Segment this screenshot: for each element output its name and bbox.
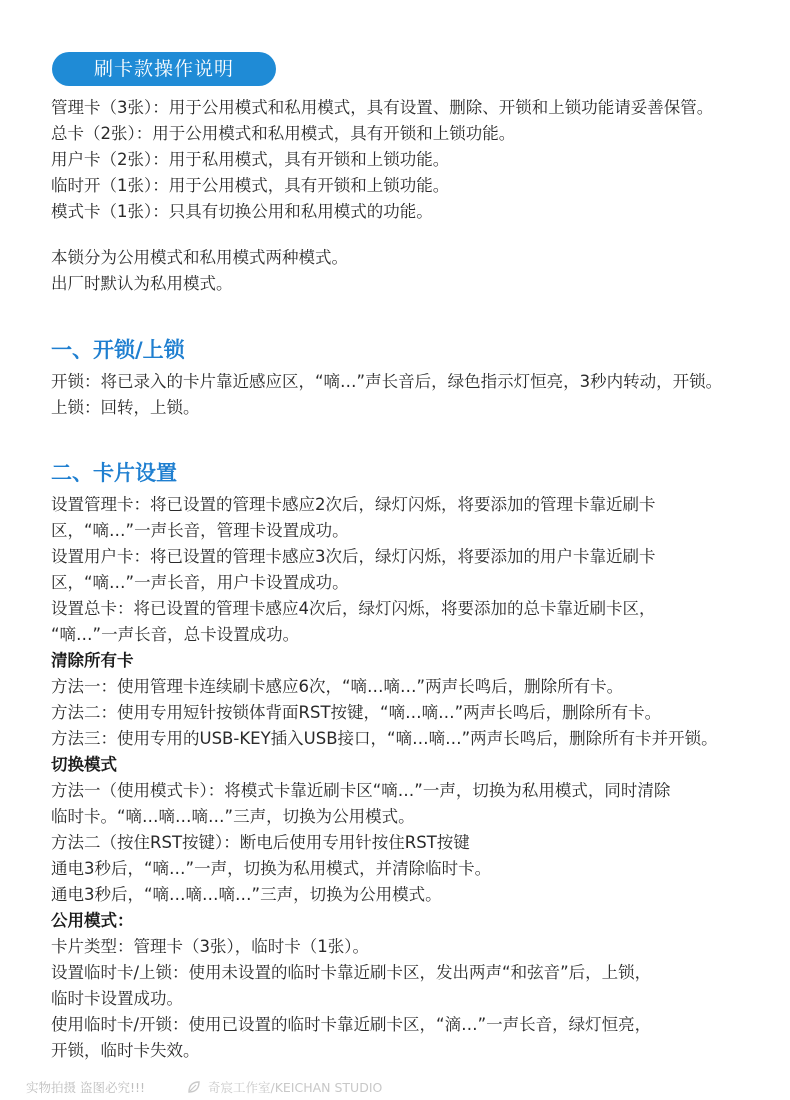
- card-setup-section-body: [51, 492, 770, 1064]
- setup-line: 方法一（使用模式卡）：将模式卡靠近刷卡区“嘀…”一声，切换为私用模式，同时清除: [51, 781, 671, 800]
- setup-line: 方法一：使用管理卡连续刷卡感应6次，“嘀…嘀…”两声长鸣后，删除所有卡。: [51, 677, 624, 696]
- setup-line: 方法二：使用专用短针按锁体背面RST按键，“嘀…嘀…”两声长鸣后，删除所有卡。: [51, 703, 662, 722]
- leaf-icon: [187, 1080, 201, 1094]
- page-title: 刷卡款操作说明: [93, 58, 234, 80]
- setup-line: 区，“嘀…”一声长音，管理卡设置成功。: [51, 521, 349, 540]
- unlock-line: 开锁：将已录入的卡片靠近感应区，“嘀…”声长音后，绿色指示灯恒亮，3秒内转动，开锁。: [51, 372, 723, 391]
- card-types-list: [51, 95, 770, 225]
- subheading: 切换模式: [51, 755, 117, 774]
- footer-watermark-text: 实物拍摄 盗图必究!!!: [26, 1080, 146, 1095]
- card-type-line: 临时开（1张）：用于公用模式，具有开锁和上锁功能。: [51, 176, 450, 195]
- intro-line: 本锁分为公用模式和私用模式两种模式。: [51, 248, 348, 267]
- setup-line: “嘀…”一声长音，总卡设置成功。: [51, 625, 300, 644]
- card-type-line: 模式卡（1张）：只具有切换公用和私用模式的功能。: [51, 202, 433, 221]
- subheading: 公用模式：: [51, 911, 134, 930]
- card-type-line: 用户卡（2张）：用于私用模式，具有开锁和上锁功能。: [51, 150, 450, 169]
- lock-line: 上锁：回转，上锁。: [51, 398, 200, 417]
- setup-line: 设置临时卡/上锁：使用未设置的临时卡靠近刷卡区，发出两声“和弦音”后，上锁，: [51, 963, 652, 982]
- setup-line: 开锁，临时卡失效。: [51, 1041, 200, 1060]
- footer-studio-name: 奇宸工作室/KEICHAN STUDIO: [207, 1080, 383, 1095]
- section-heading-unlock: 一、开锁/上锁: [51, 338, 185, 362]
- card-type-line: 总卡（2张）：用于公用模式和私用模式，具有开锁和上锁功能。: [51, 124, 516, 143]
- setup-line: 通电3秒后，“嘀…”一声，切换为私用模式，并清除临时卡。: [51, 859, 492, 878]
- setup-line: 区，“嘀…”一声长音，用户卡设置成功。: [51, 573, 349, 592]
- card-type-line: 管理卡（3张）：用于公用模式和私用模式，具有设置、删除、开锁和上锁功能请妥善保管。: [51, 98, 714, 117]
- setup-line: 卡片类型：管理卡（3张），临时卡（1张）。: [51, 937, 369, 956]
- setup-line: 方法三：使用专用的USB-KEY插入USB接口，“嘀…嘀…”两声长鸣后，删除所有卡并开锁。: [51, 729, 718, 748]
- setup-line: 使用临时卡/开锁：使用已设置的临时卡靠近刷卡区，“滴…”一声长音，绿灯恒亮，: [51, 1015, 652, 1034]
- footer: [26, 1078, 382, 1096]
- setup-line: 方法二（按住RST按键）：断电后使用专用针按住RST按键: [51, 833, 470, 852]
- setup-line: 设置用户卡：将已设置的管理卡感应3次后，绿灯闪烁，将要添加的用户卡靠近刷卡: [51, 547, 656, 566]
- setup-line: 临时卡。“嘀…嘀…嘀…”三声，切换为公用模式。: [51, 807, 415, 826]
- modes-intro: [51, 245, 770, 297]
- setup-line: 通电3秒后，“嘀…嘀…嘀…”三声，切换为公用模式。: [51, 885, 442, 904]
- subheading: 清除所有卡: [51, 651, 134, 670]
- section-heading-card-setup: 二、卡片设置: [51, 461, 177, 485]
- intro-line: 出厂时默认为私用模式。: [51, 274, 233, 293]
- setup-line: 设置管理卡：将已设置的管理卡感应2次后，绿灯闪烁，将要添加的管理卡靠近刷卡: [51, 495, 656, 514]
- setup-line: 临时卡设置成功。: [51, 989, 183, 1008]
- setup-line: 设置总卡：将已设置的管理卡感应4次后，绿灯闪烁，将要添加的总卡靠近刷卡区，: [51, 599, 656, 618]
- unlock-section-body: [51, 369, 770, 421]
- section-title-badge: [52, 52, 276, 86]
